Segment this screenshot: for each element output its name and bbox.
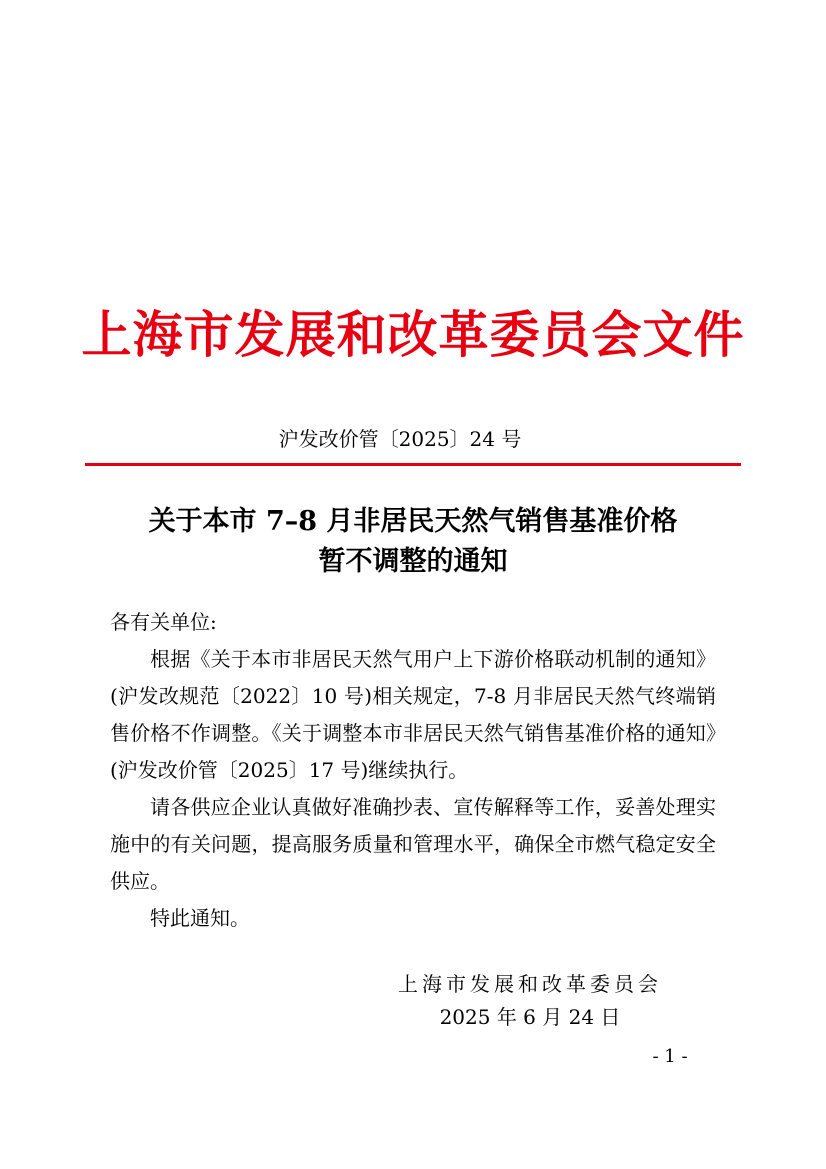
signature-date: 2025 年 6 月 24 日	[439, 1005, 621, 1029]
salutation: 各有关单位:	[110, 610, 217, 634]
body-paragraph-1: 根据《关于本市非居民天然气用户上下游价格联动机制的通知》(沪发改规范〔2022〕10 号)相关规定，7-8 月非居民天然气终端销售价格不作调整。《关于调整本市非居民天然气销售基准价格的通知》(沪发改价管〔2025〕17 号)继续执行。	[110, 647, 716, 782]
notice-title-line-2: 暂不调整的通知	[318, 546, 508, 577]
signature-org: 上海市发展和改革委员会	[398, 972, 662, 996]
signature-block	[380, 968, 680, 1034]
body-paragraph-3: 特此通知。	[150, 906, 250, 930]
notice-title	[0, 502, 826, 582]
document-number: 沪发改价管〔2025〕24 号	[278, 427, 522, 451]
masthead-title: 上海市发展和改革委员会文件	[81, 305, 745, 364]
notice-body	[110, 604, 716, 937]
body-paragraph-2: 请各供应企业认真做好准确抄表、宣传解释等工作，妥善处理实施中的有关问题，提高服务质量和管理水平，确保全市燃气稳定安全供应。	[110, 795, 716, 893]
red-divider-line	[85, 463, 741, 466]
page-number: - 1 -	[652, 1046, 688, 1067]
notice-title-line-1: 关于本市 7–8 月非居民天然气销售基准价格	[148, 506, 678, 537]
